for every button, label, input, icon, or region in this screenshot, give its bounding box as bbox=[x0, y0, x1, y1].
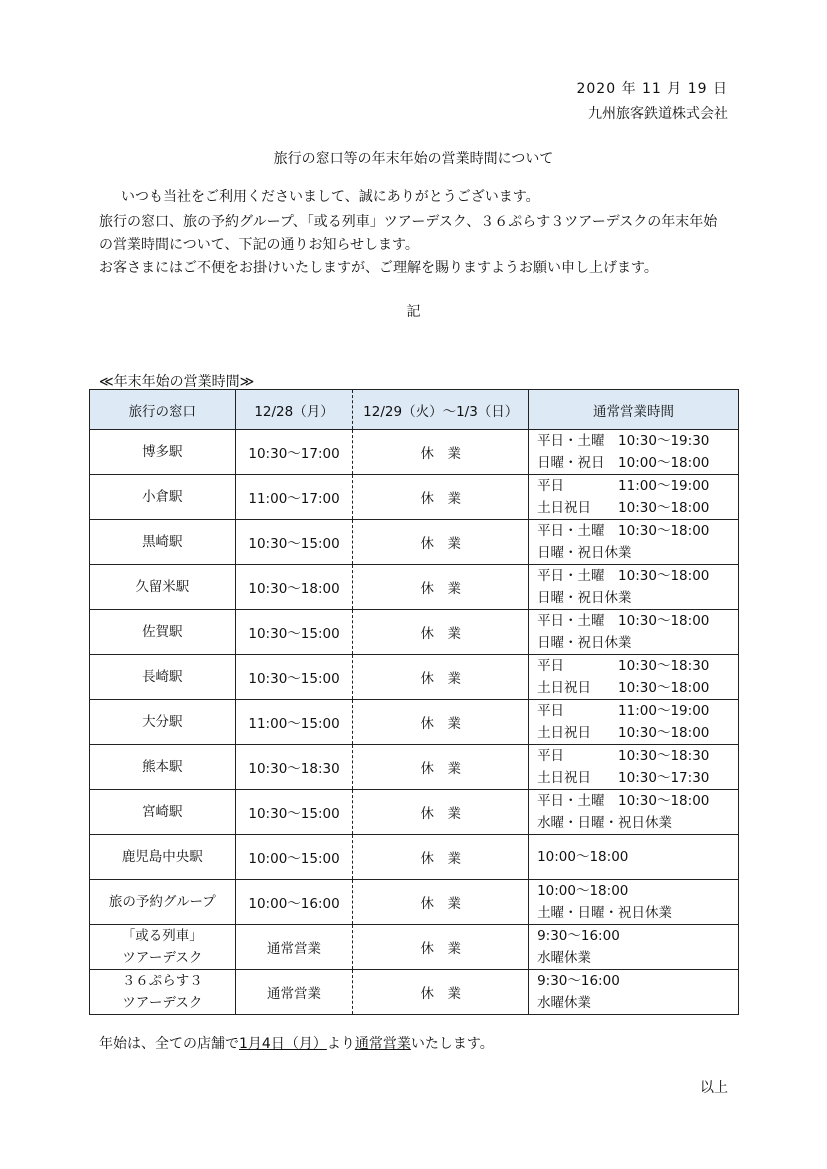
normal-hours-cell bbox=[529, 430, 739, 475]
holiday-status-cell: 休 業 bbox=[353, 655, 529, 700]
hours-line: 日曜・祝日休業 bbox=[537, 635, 632, 651]
body-line-2: の営業時間について、下記の通りお知らせします。 bbox=[99, 237, 419, 253]
normal-hours-cell bbox=[529, 970, 739, 1015]
holiday-status-cell: 休 業 bbox=[353, 520, 529, 565]
hours-line: 水曜休業 bbox=[537, 950, 592, 966]
table-row bbox=[90, 655, 739, 700]
holiday-status-cell: 休 業 bbox=[353, 700, 529, 745]
table-row bbox=[90, 565, 739, 610]
hours-line: 9:30〜16:00 bbox=[537, 928, 620, 944]
office-name: 旅の予約グループ bbox=[108, 894, 216, 910]
hours-line: 平日 11:00〜19:00 bbox=[537, 703, 710, 719]
office-name: 大分駅 bbox=[142, 714, 183, 730]
document-title: 旅行の窓口等の年末年始の営業時間について bbox=[273, 151, 554, 167]
hours-line: 9:30〜16:00 bbox=[537, 973, 620, 989]
table-row bbox=[90, 970, 739, 1015]
new-year-note bbox=[99, 1033, 494, 1053]
dec28-hours-cell: 10:30〜18:30 bbox=[235, 745, 353, 790]
hours-line: 日曜・祝日 10:00〜18:00 bbox=[537, 455, 710, 471]
dec28-hours-cell: 10:30〜15:00 bbox=[235, 790, 353, 835]
dec28-hours-cell: 10:30〜15:00 bbox=[235, 655, 353, 700]
hours-line: 土曜・日曜・祝日休業 bbox=[537, 905, 673, 921]
office-name: 佐賀駅 bbox=[142, 624, 183, 640]
hours-line: 平日 11:00〜19:00 bbox=[537, 478, 710, 494]
holiday-status-cell: 休 業 bbox=[353, 565, 529, 610]
table-row bbox=[90, 610, 739, 655]
dec28-hours-cell: 通常営業 bbox=[235, 925, 353, 970]
normal-hours-cell bbox=[529, 700, 739, 745]
table-row bbox=[90, 520, 739, 565]
header-dec29-jan3: 12/29（火）〜1/3（日） bbox=[353, 390, 529, 430]
hours-line: 土日祝日 10:30〜17:30 bbox=[537, 770, 710, 786]
holiday-status-cell: 休 業 bbox=[353, 880, 529, 925]
dec28-hours-cell: 10:30〜18:00 bbox=[235, 565, 353, 610]
holiday-status-cell: 休 業 bbox=[353, 925, 529, 970]
holiday-status-cell: 休 業 bbox=[353, 430, 529, 475]
dec28-hours-cell: 11:00〜15:00 bbox=[235, 700, 353, 745]
office-name-cell bbox=[90, 610, 236, 655]
office-name-cell bbox=[90, 925, 236, 970]
normal-hours-cell bbox=[529, 925, 739, 970]
office-name: 宮崎駅 bbox=[142, 804, 183, 820]
normal-hours-cell bbox=[529, 790, 739, 835]
office-name-cell bbox=[90, 655, 236, 700]
closing-ijou: 以上 bbox=[700, 1080, 728, 1096]
office-name-cell bbox=[90, 475, 236, 520]
note-normal-business: 通常営業 bbox=[354, 1036, 411, 1052]
header-dec28: 12/28（月） bbox=[235, 390, 353, 430]
normal-hours-cell bbox=[529, 880, 739, 925]
table-row bbox=[90, 745, 739, 790]
table-row bbox=[90, 925, 739, 970]
office-name: 小倉駅 bbox=[142, 489, 183, 505]
company-name: 九州旅客鉄道株式会社 bbox=[588, 106, 728, 122]
office-name-cell bbox=[90, 970, 236, 1015]
dec28-hours-cell: 10:00〜15:00 bbox=[235, 835, 353, 880]
hours-line: 土日祝日 10:30〜18:00 bbox=[537, 680, 710, 696]
table-caption: ≪年末年始の営業時間≫ bbox=[99, 374, 255, 390]
hours-line: 水曜休業 bbox=[537, 995, 592, 1011]
office-name: 黒崎駅 bbox=[142, 534, 183, 550]
holiday-status-cell: 休 業 bbox=[353, 475, 529, 520]
office-name: 久留米駅 bbox=[135, 579, 190, 595]
office-name-cell bbox=[90, 700, 236, 745]
holiday-status-cell: 休 業 bbox=[353, 790, 529, 835]
holiday-status-cell: 休 業 bbox=[353, 835, 529, 880]
office-name: 「或る列車」 bbox=[121, 928, 203, 944]
normal-hours-cell bbox=[529, 520, 739, 565]
hours-line: 日曜・祝日休業 bbox=[537, 590, 632, 606]
hours-line: 平日・土曜 10:30〜19:30 bbox=[537, 433, 710, 449]
table-row bbox=[90, 790, 739, 835]
holiday-status-cell: 休 業 bbox=[353, 610, 529, 655]
office-name-cell bbox=[90, 835, 236, 880]
hours-line: 土日祝日 10:30〜18:00 bbox=[537, 500, 710, 516]
office-name: 長崎駅 bbox=[142, 669, 183, 685]
table-row bbox=[90, 475, 739, 520]
greeting-paragraph: いつも当社をご利用くださいまして、誠にありがとうございます。 bbox=[121, 189, 540, 205]
dec28-hours-cell: 11:00〜17:00 bbox=[235, 475, 353, 520]
ki-heading: 記 bbox=[406, 304, 421, 320]
office-name: ３６ぷらす３ bbox=[121, 973, 203, 989]
office-name-cell bbox=[90, 520, 236, 565]
normal-hours-cell bbox=[529, 565, 739, 610]
table-row bbox=[90, 880, 739, 925]
office-name: 鹿児島中央駅 bbox=[121, 849, 203, 865]
hours-line: 平日 10:30〜18:30 bbox=[537, 658, 710, 674]
hours-line: 平日・土曜 10:30〜18:00 bbox=[537, 568, 710, 584]
holiday-status-cell: 休 業 bbox=[353, 745, 529, 790]
hours-line: 10:00〜18:00 bbox=[537, 849, 629, 865]
header-office: 旅行の窓口 bbox=[90, 390, 236, 430]
office-name-cell bbox=[90, 565, 236, 610]
holiday-status-cell: 休 業 bbox=[353, 970, 529, 1015]
office-name-cell bbox=[90, 430, 236, 475]
hours-line: 平日・土曜 10:30〜18:00 bbox=[537, 523, 710, 539]
body-line-3: お客さまにはご不便をお掛けいたしますが、ご理解を賜りますようお願い申し上げます。 bbox=[99, 260, 658, 276]
table-row bbox=[90, 835, 739, 880]
header-normal-hours: 通常営業時間 bbox=[529, 390, 739, 430]
table-row bbox=[90, 430, 739, 475]
office-name-cell bbox=[90, 880, 236, 925]
body-line-1: 旅行の窓口、旅の予約グループ、「或る列車」ツアーデスク、３６ぷらす３ツアーデスクの年末年始 bbox=[99, 214, 718, 230]
normal-hours-cell bbox=[529, 610, 739, 655]
dec28-hours-cell: 10:30〜15:00 bbox=[235, 520, 353, 565]
hours-line: 日曜・祝日休業 bbox=[537, 545, 632, 561]
hours-line: 水曜・日曜・祝日休業 bbox=[537, 815, 673, 831]
office-name: 博多駅 bbox=[142, 444, 183, 460]
table-header-row bbox=[90, 390, 739, 430]
normal-hours-cell bbox=[529, 745, 739, 790]
note-part-e: いたします。 bbox=[410, 1036, 494, 1052]
note-part-c: より bbox=[326, 1036, 355, 1052]
document-date: 2020 年 11 月 19 日 bbox=[576, 81, 728, 97]
hours-line: 土日祝日 10:30〜18:00 bbox=[537, 725, 710, 741]
business-hours-table bbox=[89, 389, 739, 1015]
office-name: ツアーデスク bbox=[122, 950, 203, 966]
hours-line: 平日・土曜 10:30〜18:00 bbox=[537, 613, 710, 629]
office-name: 熊本駅 bbox=[142, 759, 183, 775]
normal-hours-cell bbox=[529, 655, 739, 700]
dec28-hours-cell: 通常営業 bbox=[235, 970, 353, 1015]
normal-hours-cell bbox=[529, 475, 739, 520]
dec28-hours-cell: 10:30〜15:00 bbox=[235, 610, 353, 655]
office-name-cell bbox=[90, 790, 236, 835]
normal-hours-cell bbox=[529, 835, 739, 880]
note-date: 1月4日（月） bbox=[239, 1036, 327, 1052]
office-name-cell bbox=[90, 745, 236, 790]
hours-line: 平日・土曜 10:30〜18:00 bbox=[537, 793, 710, 809]
office-name: ツアーデスク bbox=[122, 995, 203, 1011]
table-row bbox=[90, 700, 739, 745]
dec28-hours-cell: 10:30〜17:00 bbox=[235, 430, 353, 475]
hours-line: 10:00〜18:00 bbox=[537, 883, 629, 899]
dec28-hours-cell: 10:00〜16:00 bbox=[235, 880, 353, 925]
hours-line: 平日 10:30〜18:30 bbox=[537, 748, 710, 764]
note-part-a: 年始は、全ての店舗で bbox=[99, 1036, 239, 1052]
